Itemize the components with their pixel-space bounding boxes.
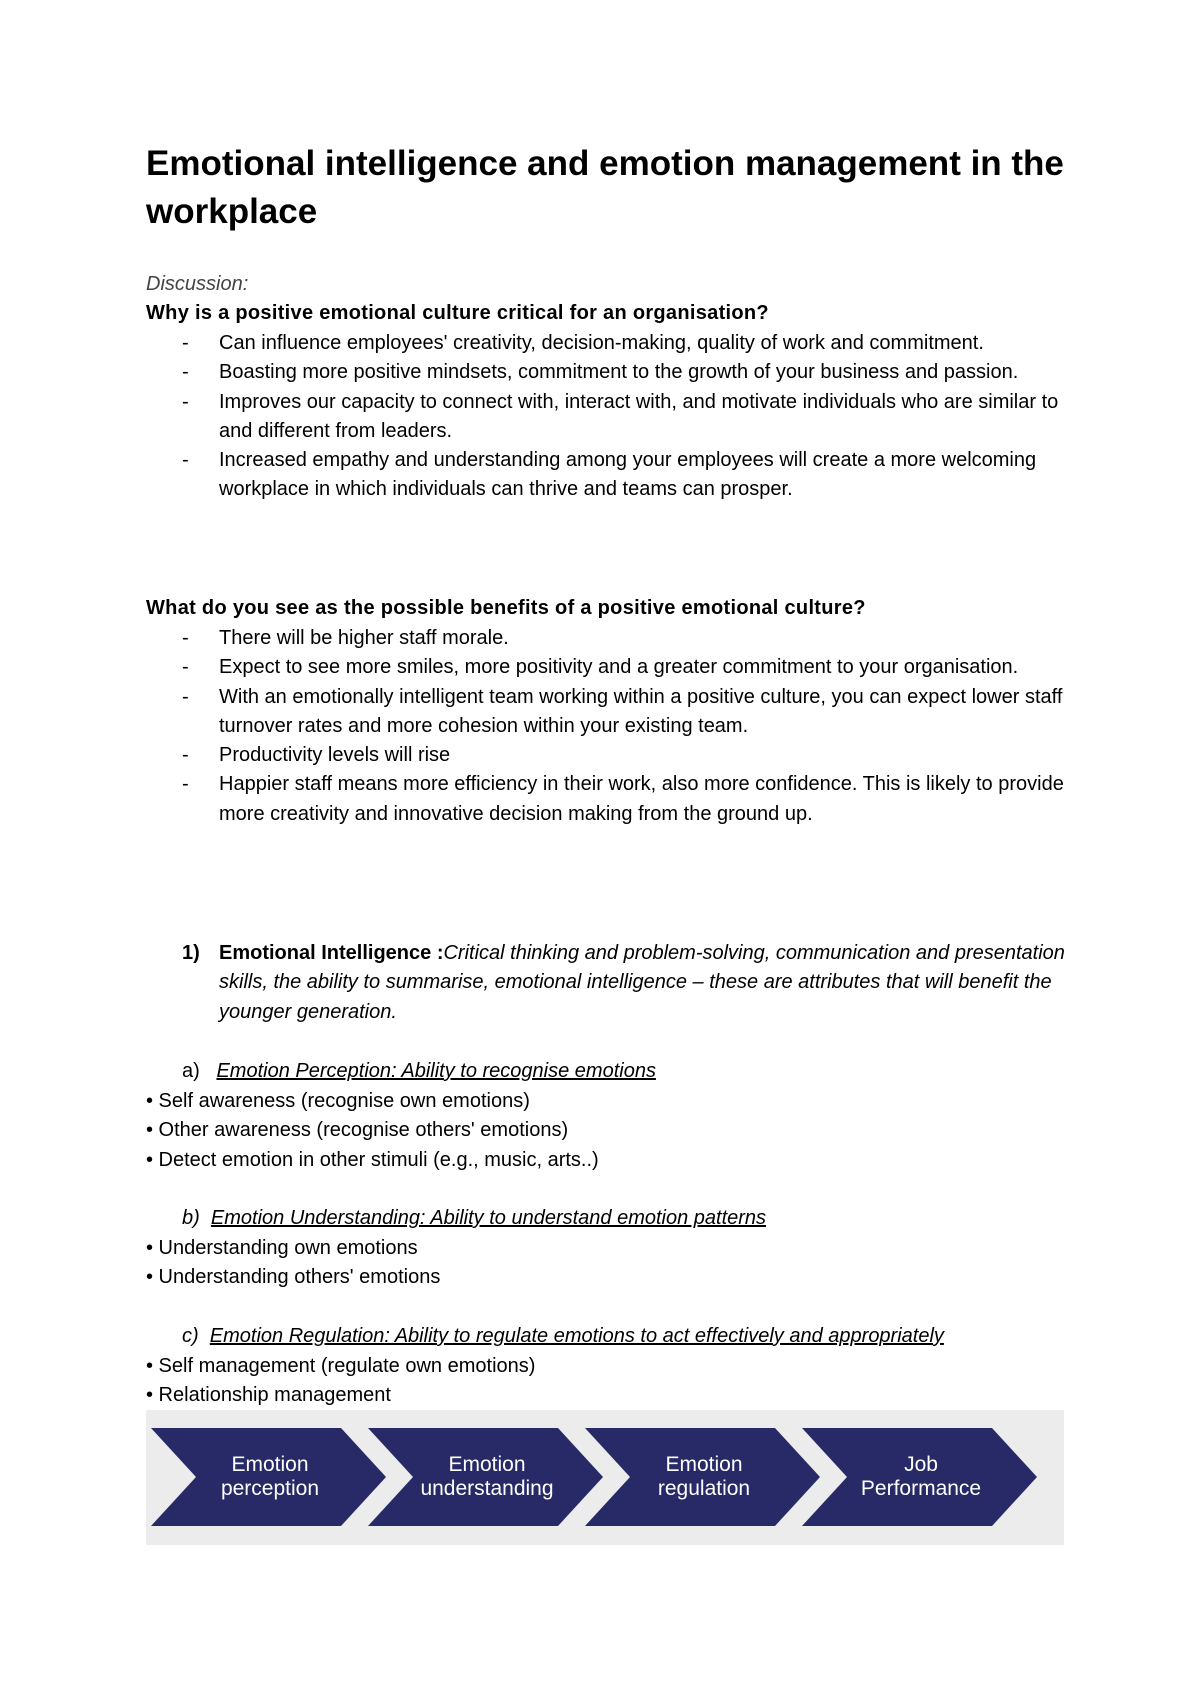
list-item: • Relationship management <box>146 1384 391 1407</box>
list-item: • Detect emotion in other stimuli (e.g., music, arts..) <box>146 1148 599 1171</box>
dash-marker: - <box>182 361 189 384</box>
dash-marker: - <box>182 656 189 679</box>
emotional-intelligence-item <box>182 939 1099 1027</box>
list-item: • Self awareness (recognise own emotions) <box>146 1090 530 1112</box>
chevron-step-2-line1: Emotion <box>448 1453 526 1476</box>
subsection-a-list <box>146 1087 599 1175</box>
list-item: - Expect to see more smiles, more positivity and a greater commitment to your organisation. <box>146 653 1066 682</box>
dash-marker: - <box>182 773 189 796</box>
subsection-a-heading <box>182 1057 656 1086</box>
list-item: • Understanding own emotions <box>146 1237 418 1259</box>
chevron-step-4-line2: Performance <box>860 1477 982 1500</box>
subsection-c-heading <box>182 1322 944 1351</box>
list-item: • Other awareness (recognise others' emotions) <box>146 1119 569 1142</box>
dash-marker: - <box>182 390 189 413</box>
question-2-answers <box>146 624 1066 829</box>
subsection-title: Emotion Understanding: Ability to understand emotion patterns <box>210 1207 767 1229</box>
list-item: - Can influence employees' creativity, decision-making, quality of work and commitment. <box>146 329 1066 358</box>
list-item: - Boasting more positive mindsets, commitment to the growth of your business and passion. <box>146 358 1066 387</box>
question-1: Why is a positive emotional culture critical for an organisation? <box>146 302 769 324</box>
list-item: - Happier staff means more efficiency in their work, also more confidence. This is likely to provide more creativity and innovative decision making from the ground up. <box>146 770 1066 829</box>
item-heading: Emotional Intelligence : <box>219 942 444 964</box>
subsection-b-list <box>146 1234 440 1293</box>
subsection-c-list <box>146 1352 535 1411</box>
discussion-label: Discussion: <box>146 273 249 295</box>
list-item: - Increased empathy and understanding among your employees will create a more welcoming workplace in which individuals can thrive and teams can prosper. <box>146 446 1066 505</box>
dash-marker: - <box>182 449 189 472</box>
chevron-step-4-line1: Job <box>904 1453 938 1476</box>
dash-marker: - <box>182 685 189 708</box>
list-item: - There will be higher staff morale. <box>146 624 1066 653</box>
subsection-b-heading <box>182 1204 766 1233</box>
document-title: Emotional intelligence and emotion management in the workplace <box>146 144 1064 231</box>
subsection-title: Emotion Regulation: Ability to regulate emotions to act effectively and appropriately <box>209 1325 944 1347</box>
subsection-letter: b) <box>182 1207 200 1229</box>
question-2: What do you see as the possible benefits of a positive emotional culture? <box>146 597 866 619</box>
dash-marker: - <box>182 332 189 354</box>
process-flow-svg <box>146 1410 1064 1545</box>
subsection-title: Emotion Perception: Ability to recognise emotions <box>216 1060 656 1082</box>
list-item: - With an emotionally intelligent team working within a positive culture, you can expect lower staff turnover rates and more cohesion within your existing team. <box>146 683 1066 742</box>
chevron-step-1-line2: perception <box>220 1477 320 1500</box>
list-item: • Understanding others' emotions <box>146 1266 441 1289</box>
process-flow-diagram <box>146 1410 1064 1545</box>
subsection-letter: c) <box>182 1325 199 1347</box>
chevron-step-3-line2: regulation <box>657 1477 751 1500</box>
list-item: - Improves our capacity to connect with, interact with, and motivate individuals who are similar to and different from leaders. <box>146 388 1066 447</box>
subsection-letter: a) <box>182 1060 200 1082</box>
chevron-step-1-line1: Emotion <box>231 1453 309 1476</box>
chevron-step-2-line2: understanding <box>420 1477 554 1500</box>
list-item: • Self management (regulate own emotions) <box>146 1355 536 1377</box>
chevron-step-3-line1: Emotion <box>665 1453 743 1476</box>
dash-marker: - <box>182 744 189 767</box>
list-item: - Productivity levels will rise <box>146 741 1066 770</box>
item-description: Critical thinking and problem-solving, communication and presentation skills, the ability to summarise, emotional intelligence – these are attributes that will benefit the younger generation. <box>219 942 1065 1023</box>
item-number: 1) <box>182 942 200 964</box>
dash-marker: - <box>182 627 189 649</box>
question-1-answers <box>146 329 1066 505</box>
